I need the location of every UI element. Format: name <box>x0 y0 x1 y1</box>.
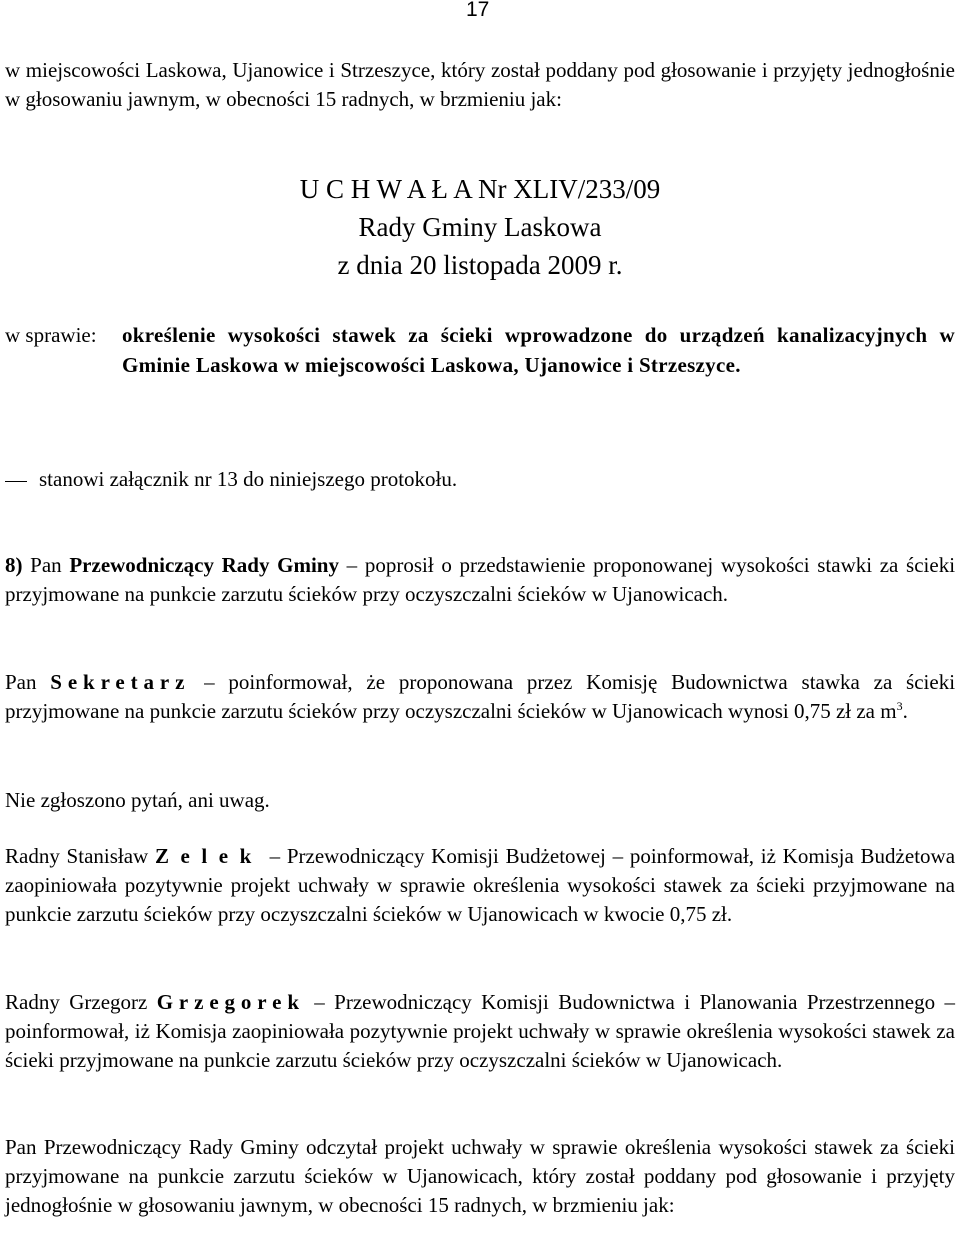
no-questions-paragraph: Nie zgłoszono pytań, ani uwag. <box>5 788 270 812</box>
secretary-speaker: Sekretarz <box>50 670 191 694</box>
resolution-subject <box>5 320 955 377</box>
grzegorek-text: Przewodniczący Komisji Budownictwa i Planowania Przestrzennego – poinformował, iż Komisja zaopiniowała pozytywnie projekt uchwały w sprawie określenia wysokości stawek za ścieki przyjmowane na punkcie zarzutu ścieków przy oczyszczalni ścieków w Ujanowicach. <box>5 990 955 1072</box>
resolution-title <box>5 170 955 284</box>
grzegorek-speaker: Grzegorek <box>156 990 305 1014</box>
grzegorek-paragraph <box>5 988 955 1075</box>
page-number: 17 <box>466 0 490 21</box>
secretary-text-end: . <box>902 699 908 723</box>
zelek-dash: – <box>269 844 281 868</box>
resolution-number: U C H W A Ł A Nr XLIV/233/09 <box>299 174 661 204</box>
grzegorek-dash: – <box>314 990 325 1014</box>
subject-label: w sprawie: <box>5 323 97 347</box>
item-8-pan: Pan <box>30 553 62 577</box>
item-number: 8) <box>5 553 23 577</box>
item-8-paragraph <box>5 551 955 609</box>
subject-text: określenie wysokości stawek za ścieki wprowadzone do urządzeń kanalizacyjnych w Gminie Laskowa w miejscowości Laskowa, Ujanowice i Strzeszyce. <box>122 323 955 377</box>
item-8-speaker: Przewodniczący Rady Gminy <box>69 553 339 577</box>
secretary-paragraph <box>5 668 955 726</box>
intro-paragraph: w miejscowości Laskowa, Ujanowice i Strzeszyce, który został poddany pod głosowanie i przyjęty jednogłośnie w głosowaniu jawnym, w obecności 15 radnych, w brzmieniu jak: <box>5 58 955 111</box>
zelek-prefix: Radny Stanisław <box>5 844 149 868</box>
resolution-issuer: Rady Gminy Laskowa <box>358 212 602 242</box>
zelek-paragraph <box>5 842 955 929</box>
zelek-speaker: Zelek <box>154 844 263 868</box>
attachment-note <box>5 467 955 492</box>
secretary-dash: – <box>204 670 215 694</box>
grzegorek-prefix: Radny Grzegorz <box>5 990 148 1014</box>
secretary-superscript: 3 <box>896 699 903 713</box>
secretary-pan: Pan <box>5 670 37 694</box>
zelek-text: Przewodniczący Komisji Budżetowej – poinformował, iż Komisja Budżetowa zaopiniowała pozytywnie projekt uchwały w sprawie określenia wysokości stawek za ścieki przyjmowane na punkcie zarzutu ścieków przy oczyszczalni ścieków w Ujanowicach w kwocie 0,75 zł. <box>5 844 956 926</box>
attachment-text: stanowi załącznik nr 13 do niniejszego protokołu. <box>39 467 458 491</box>
final-paragraph: Pan Przewodniczący Rady Gminy odczytał projekt uchwały w sprawie określenia wysokości stawek za ścieki przyjmowane na punkcie zarzutu ścieków w Ujanowicach, który został poddany pod głosowanie i przyjęty jednogłośnie w głosowaniu jawnym, w obecności 15 radnych, w brzmieniu jak: <box>5 1135 955 1217</box>
dash-mark <box>5 481 27 482</box>
resolution-date: z dnia 20 listopada 2009 r. <box>337 250 623 280</box>
item-8-text: poprosił o przedstawienie proponowanej wysokości stawki za ścieki przyjmowane na punkcie zarzutu ścieków przy oczyszczalni ścieków w Ujanowicach. <box>5 553 956 606</box>
secretary-text: poinformował, że proponowana przez Komisję Budownictwa stawka za ścieki przyjmowane na punkcie zarzutu ścieków przy oczyszczalni ścieków w Ujanowicach wynosi 0,75 zł za m <box>5 670 956 723</box>
item-8-dash: – <box>346 553 358 577</box>
